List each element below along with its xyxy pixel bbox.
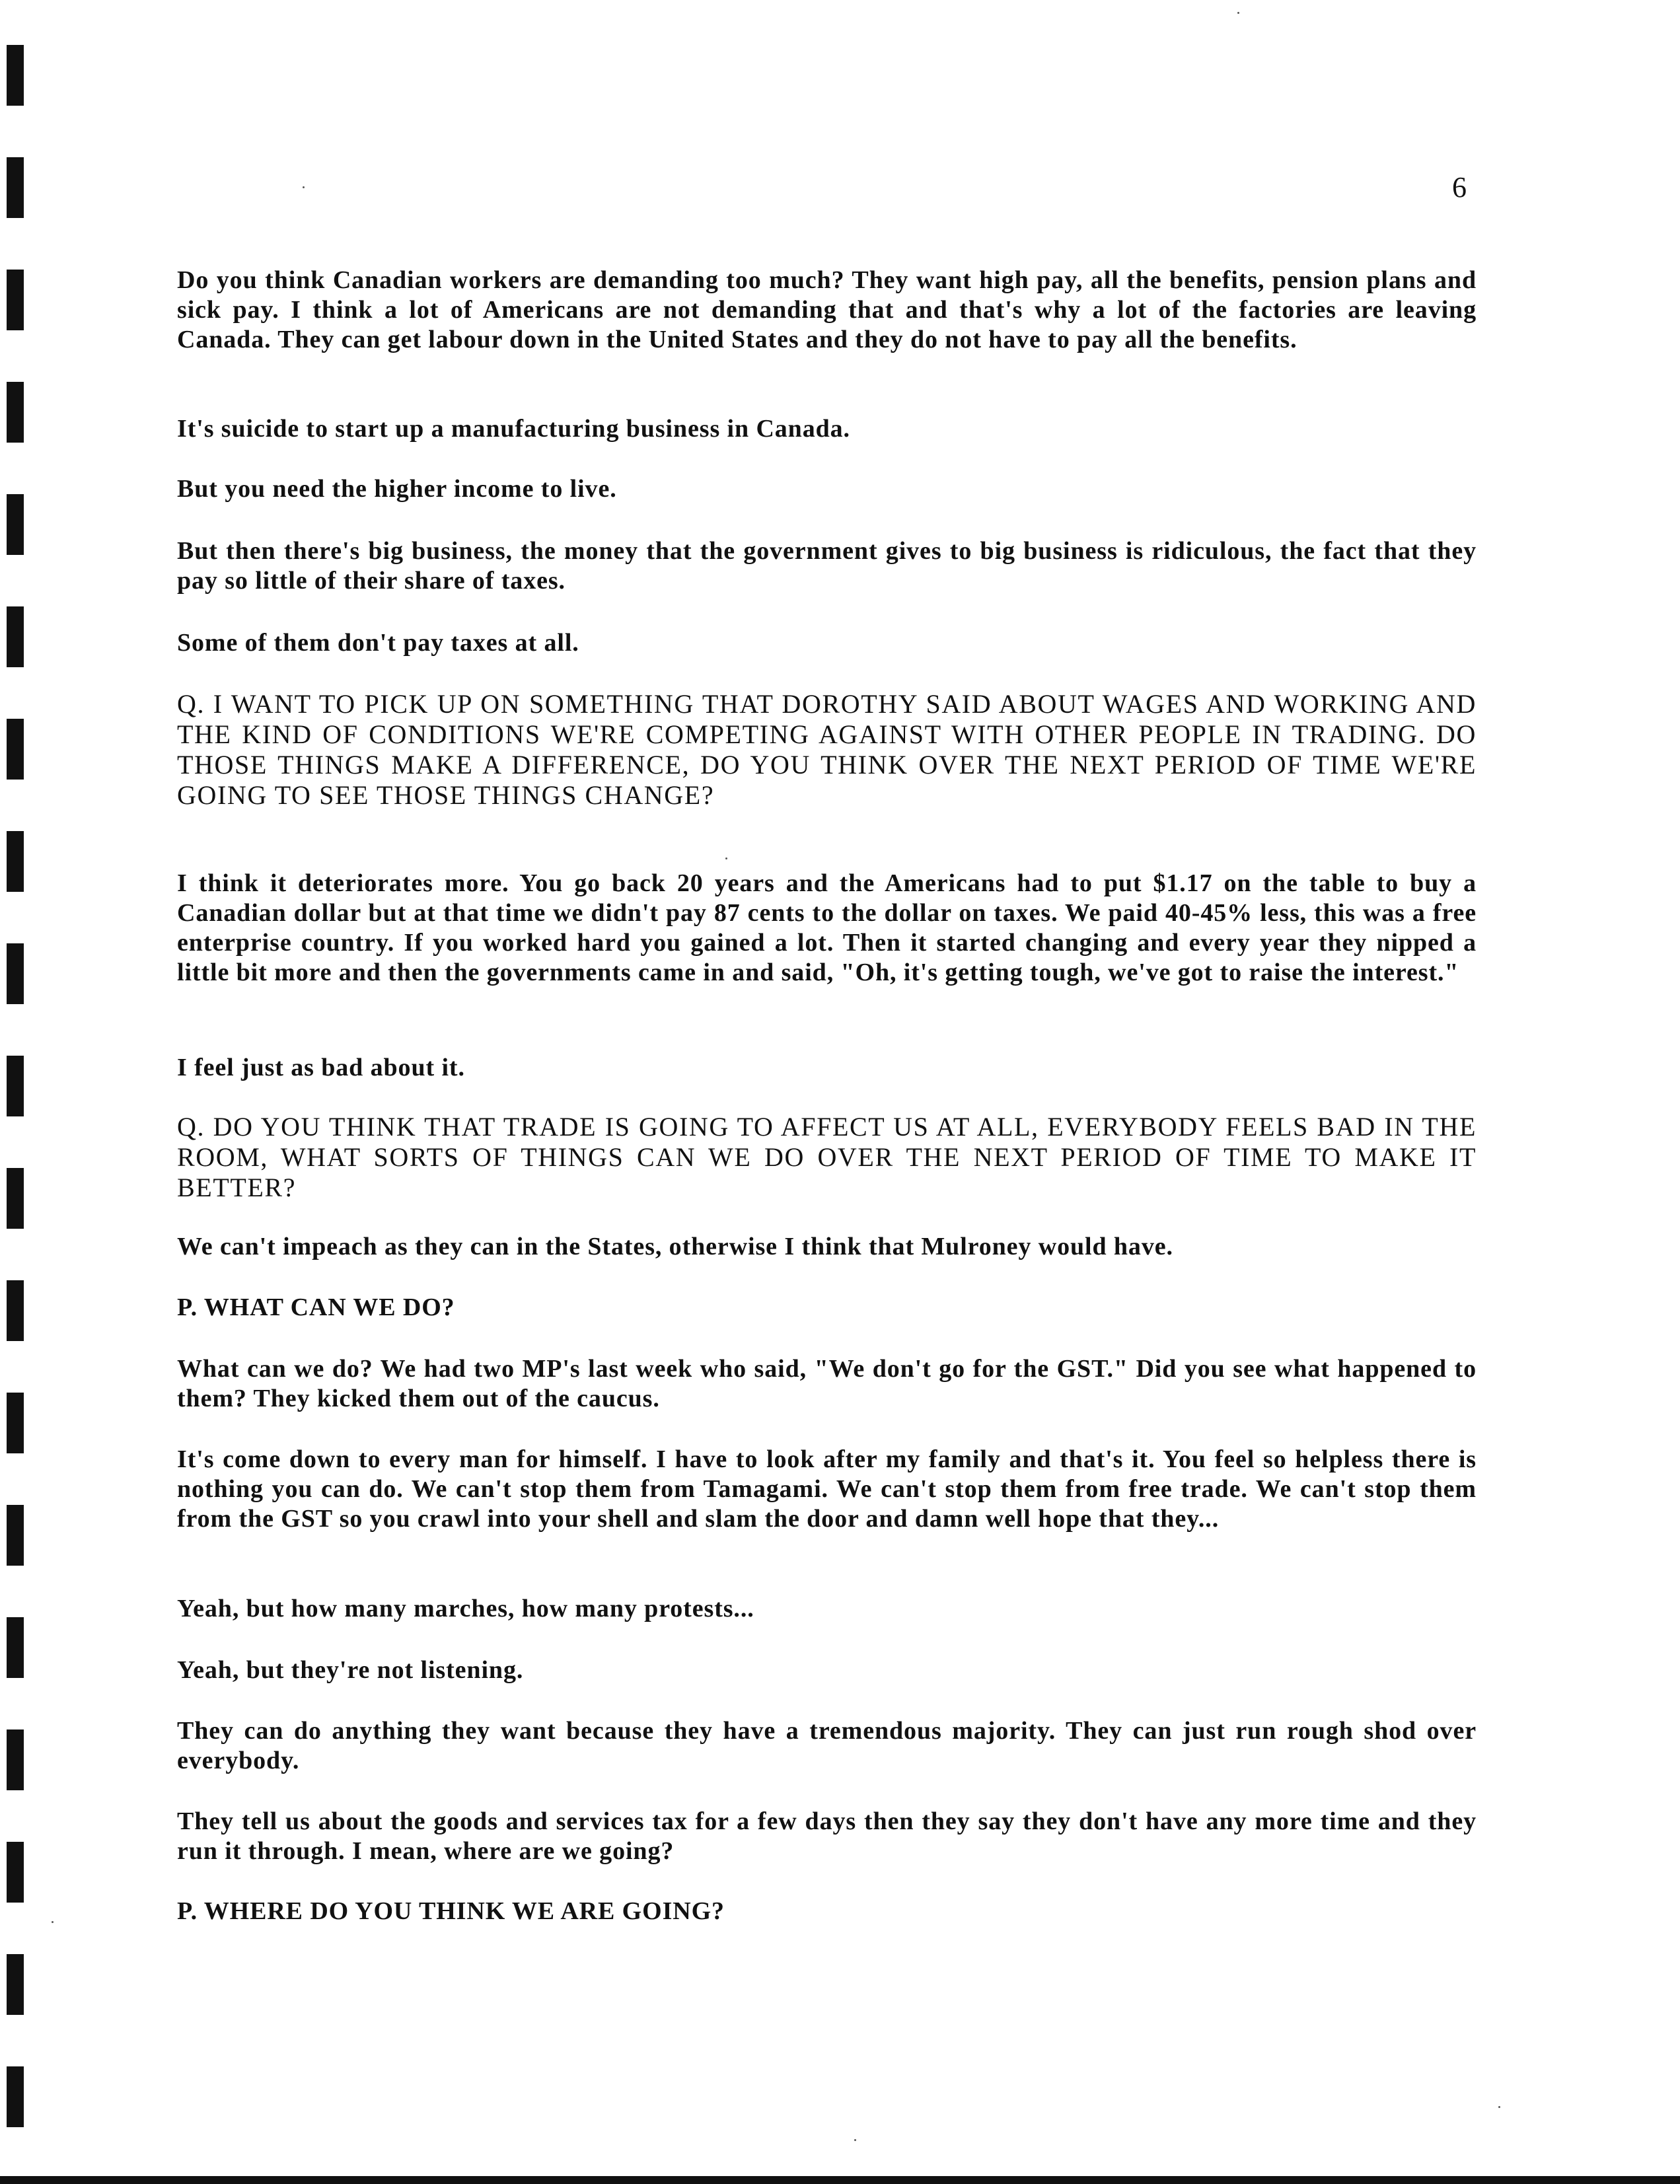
moderator-question: Q. I WANT TO PICK UP ON SOMETHING THAT DOROTHY SAID ABOUT WAGES AND WORKING AND THE KIND OF CONDITIONS WE'RE COMPETING AGAINST WITH OTHER PEOPLE IN TRADING. DO THOSE THINGS MAKE A DIFFERENCE, DO YOU THINK OVER THE NEXT PERIOD OF TIME WE'RE GOING TO SEE THOSE THINGS CHANGE? [177, 689, 1477, 810]
binding-hole-mark [7, 606, 24, 667]
response-paragraph: Yeah, but they're not listening. [177, 1656, 524, 1684]
binding-hole-mark [7, 719, 24, 780]
binding-hole-mark [7, 45, 24, 106]
response-paragraph: They tell us about the goods and services tax for a few days then they say they don't have any more time and they run it through. I mean, where are we going? [177, 1807, 1477, 1865]
moderator-prompt: P. WHAT CAN WE DO? [177, 1293, 455, 1321]
page-bottom-edge [0, 2176, 1680, 2184]
binding-hole-mark [7, 1617, 24, 1678]
response-paragraph: We can't impeach as they can in the States, otherwise I think that Mulroney would have. [177, 1233, 1173, 1260]
binding-hole-mark [7, 2066, 24, 2127]
scan-speck [854, 2139, 856, 2141]
binding-hole-mark [7, 943, 24, 1004]
scan-speck [52, 1921, 54, 1923]
scan-speck [1498, 2106, 1500, 2108]
binding-hole-mark [7, 1505, 24, 1566]
response-paragraph: I think it deteriorates more. You go back 20 years and the Americans had to put $1.17 on the table to buy a Canadian dollar but at that time we didn't pay 87 cents to the dollar on taxes. We paid 40-45% less, this was a free enterprise country. If you worked hard you gained a lot. Then it started changing and every year they nipped a little bit more and then the governments came in and said, "Oh, it's getting tough, we've got to raise the interest." [177, 869, 1477, 986]
binding-hole-mark [7, 1280, 24, 1341]
binding-hole-mark [7, 1056, 24, 1116]
response-paragraph: Yeah, but how many marches, how many protests... [177, 1595, 754, 1622]
response-paragraph: It's suicide to start up a manufacturing business in Canada. [177, 415, 850, 443]
response-paragraph: Do you think Canadian workers are demanding too much? They want high pay, all the benefits, pension plans and sick pay. I think a lot of Americans are not demanding that and that's why a lot of the factories are leaving Canada. They can get labour down in the United States and they do not have to pay all the benefits. [177, 266, 1477, 353]
binding-hole-mark [7, 831, 24, 892]
response-paragraph: What can we do? We had two MP's last week who said, "We don't go for the GST." Did you see what happened to them? They kicked them out of the caucus. [177, 1355, 1477, 1412]
response-paragraph: But then there's big business, the money that the government gives to big business is ridiculous, the fact that they pay so little of their share of taxes. [177, 537, 1477, 595]
scan-speck [303, 186, 305, 188]
binding-hole-mark [7, 1954, 24, 2015]
binding-hole-mark [7, 494, 24, 555]
binding-hole-mark [7, 1842, 24, 1903]
binding-hole-mark [7, 1168, 24, 1229]
page-number: 6 [1452, 171, 1467, 203]
binding-hole-mark [7, 1393, 24, 1453]
response-paragraph: It's come down to every man for himself. I have to look after my family and that's it. You feel so helpless there is nothing you can do. We can't stop them from Tamagami. We can't stop them from free trade. We can't stop them from the GST so you crawl into your shell and slam the door and damn well hope that they... [177, 1445, 1477, 1533]
binding-hole-mark [7, 1729, 24, 1790]
response-paragraph: Some of them don't pay taxes at all. [177, 629, 579, 657]
response-paragraph: But you need the higher income to live. [177, 475, 617, 503]
scan-speck [1237, 12, 1239, 14]
response-paragraph: I feel just as bad about it. [177, 1054, 465, 1081]
moderator-prompt: P. WHERE DO YOU THINK WE ARE GOING? [177, 1897, 725, 1925]
scan-speck [725, 857, 727, 859]
moderator-question: Q. DO YOU THINK THAT TRADE IS GOING TO AFFECT US AT ALL, EVERYBODY FEELS BAD IN THE ROOM, WHAT SORTS OF THINGS CAN WE DO OVER THE NEXT PERIOD OF TIME TO MAKE IT BETTER? [177, 1112, 1477, 1202]
binding-holes [0, 0, 40, 2184]
response-paragraph: They can do anything they want because they have a tremendous majority. They can just run rough shod over everybody. [177, 1717, 1477, 1774]
binding-hole-mark [7, 157, 24, 218]
binding-hole-mark [7, 270, 24, 330]
binding-hole-mark [7, 382, 24, 443]
